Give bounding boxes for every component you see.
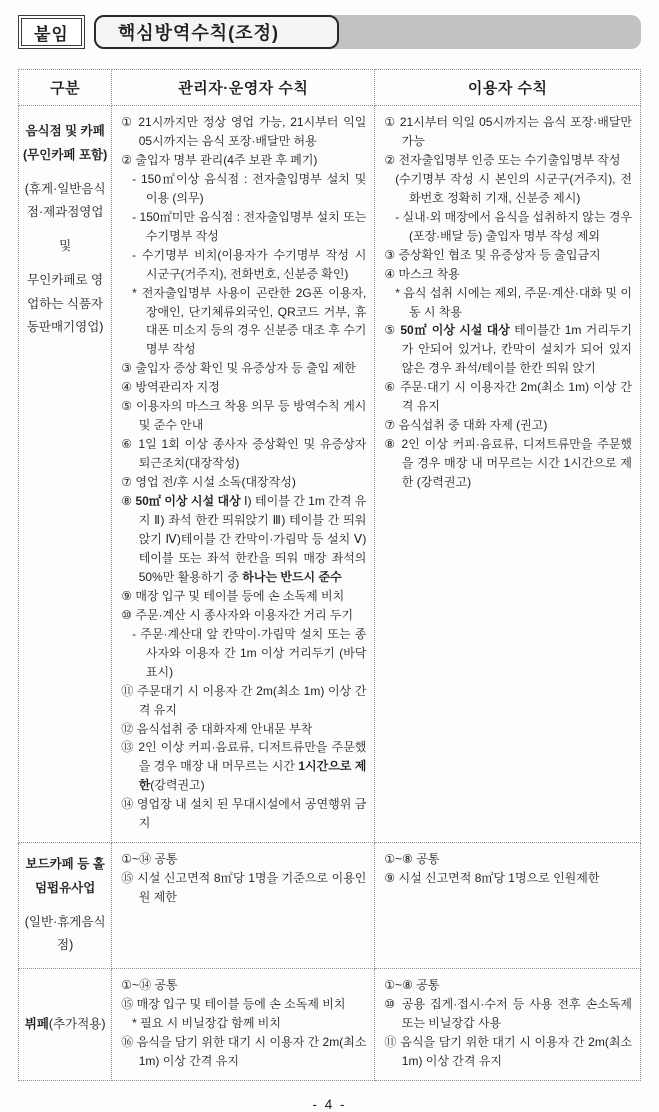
user-rules-cell: [375, 106, 641, 843]
category-label: 뷔페(추가적용): [24, 1016, 106, 1031]
category-label: 무인카페로 영업하는 식품자동판매기영업): [26, 272, 104, 335]
rule-item: ⑥ 1일 1회 이상 종사자 증상확인 및 유증상자 퇴근조치(대장작성): [121, 437, 367, 471]
rules-tbody: [19, 106, 641, 1081]
rule-item: ①~⑧ 공통: [384, 852, 440, 867]
rule-item: ⑩ 주문·계산 시 종사자와 이용자간 거리 두기: [121, 607, 354, 622]
rule-item: ④ 마스크 착용: [384, 266, 460, 281]
rule-item: - 150㎡이상 음식점 : 전자출입명부 설치 및 이용 (의무): [132, 171, 367, 205]
column-header-category: 구분: [19, 70, 112, 106]
rule-item: ⑩ 공용 집게·접시·수저 등 사용 전후 손소독제 또는 비닐장갑 사용: [384, 997, 632, 1031]
rule-item: ⑨ 시설 신고면적 8㎡당 1명으로 인원제한: [384, 871, 600, 886]
rule-item: ⑦ 음식섭취 중 대화 자제 (권고): [384, 418, 548, 433]
rule-item: ⑥ 주문·대기 시 이용자간 2m(최소 1m) 이상 간격 유지: [384, 380, 632, 414]
category-cell: [19, 843, 112, 969]
attachment-badge: 붙임: [18, 15, 85, 49]
rule-item: ③ 증상확인 협조 및 유증상자 등 출입금지: [384, 247, 601, 262]
rule-item: ⑤ 이용자의 마스크 착용 의무 등 방역수칙 게시 및 준수 안내: [121, 399, 367, 433]
column-header-user-rules: 이용자 수칙: [375, 70, 641, 106]
rule-item: ① 21시까지만 정상 영업 가능, 21시부터 익일 05시까지는 음식 포장·배달만 허용: [121, 115, 367, 148]
rule-item: ② 출입자 명부 관리(4주 보관 후 폐기): [121, 152, 318, 167]
manager-rules-cell: [112, 106, 375, 843]
manager-rules-cell: [112, 843, 375, 969]
rule-item: ⑮ 시설 신고면적 8㎡당 1명을 기준으로 이용인원 제한: [121, 871, 367, 905]
document-header: [18, 15, 641, 49]
category-label: 보드카페 등 홀덤펍유사업: [25, 857, 105, 895]
category-label: 및: [59, 239, 72, 253]
category-label: (일반·휴게음식점): [24, 914, 106, 953]
rule-item: ⑯ 음식을 담기 위한 대기 시 이용자 간 2m(최소1m) 이상 간격 유지: [121, 1035, 367, 1069]
manager-rules-cell: [112, 969, 375, 1081]
table-row: [19, 106, 641, 843]
rule-item: ① 21시부터 익일 05시까지는 음식 포장·배달만 가능: [384, 115, 632, 148]
rule-item: - 주문·계산대 앞 칸막이·가림막 설치 또는 종사자와 이용자 간 1m 이상 거리두기 (바닥표시): [132, 626, 367, 679]
rule-item: ⑤ 50㎡ 이상 시설 대상 테이블간 1m 거리두기가 안되어 있거나, 칸막이 설치가 되어 있지 않은 경우 좌석/테이블 한칸 띄워 앉기: [384, 323, 632, 376]
rule-item: ⑧ 50㎡ 이상 시설 대상 Ⅰ) 테이블 간 1m 간격 유지 Ⅱ) 좌석 한칸 띄워앉기 Ⅲ) 테이블 간 띄워앉기 Ⅳ)테이블 간 칸막이·가림막 등 설치 Ⅴ) 테이블 또는 좌석 한칸을 띄워 매장 좌석의 50%만 활용하기 중 하나는 반드시 준수: [121, 494, 367, 584]
table-header-row: [19, 70, 641, 106]
rule-item: * 전자출입명부 사용이 곤란한 2G폰 이용자, 장애인, 단기체류외국인, QR코드 거부, 휴대폰 미소지 등의 경우 신분증 대조 후 수기명부 작성: [132, 285, 367, 357]
category-cell: [19, 969, 112, 1081]
rule-item: ⑬ 2인 이상 커피·음료류, 디저트류만을 주문했을 경우 매장 내 머무르는 시간 1시간으로 제한(강력권고): [121, 740, 367, 793]
rule-item: ⑪ 주문대기 시 이용자 간 2m(최소 1m) 이상 간격 유지: [121, 683, 367, 717]
rule-item: * 필요 시 비닐장갑 함께 비치: [132, 1016, 281, 1031]
rule-item: ⑧ 2인 이상 커피·음료류, 디저트류만을 주문했을 경우 매장 내 머무르는 시간 1시간으로 제한 (강력권고): [384, 437, 632, 490]
rule-item: * 음식 섭취 시에는 제외, 주문·계산·대화 및 이동 시 착용: [395, 285, 632, 319]
rule-item: ①~⑭ 공통: [121, 978, 178, 993]
rule-item: - 수기명부 비치(이용자가 수기명부 작성 시 시군구(거주지), 전화번호, 신분증 확인): [132, 247, 367, 281]
page-title: 핵심방역수칙(조정): [94, 15, 339, 49]
rules-table: [18, 69, 641, 1081]
category-label: 음식점 및 카페(무인카페 포함): [23, 124, 108, 162]
table-row: [19, 969, 641, 1081]
rule-item: ①~⑭ 공통: [121, 852, 178, 867]
rule-item: ④ 방역관리자 지정: [121, 380, 220, 395]
category-cell: [19, 106, 112, 843]
category-label: (휴게·일반음식점·제과점영업: [24, 181, 106, 220]
user-rules-cell: [375, 969, 641, 1081]
table-row: [19, 843, 641, 969]
rule-item: ② 전자출입명부 인증 또는 수기출입명부 작성: [384, 152, 621, 167]
page-number: - 4 -: [312, 1096, 347, 1112]
rule-item: - 실내·외 매장에서 음식을 섭취하지 않는 경우(포장·배달 등) 출입자 명부 작성 제외: [395, 209, 632, 243]
rule-item: ⑭ 영업장 내 설치 된 무대시설에서 공연행위 금지: [121, 797, 367, 831]
user-rules-cell: [375, 843, 641, 969]
rule-item: ⑦ 영업 전/후 시설 소독(대장작성): [121, 475, 296, 490]
rule-item: - 150㎡미만 음식점 : 전자출입명부 설치 또는 수기명부 작성: [132, 209, 367, 243]
rule-item: ⑮ 매장 입구 및 테이블 등에 손 소독제 비치: [121, 997, 346, 1012]
rule-item: ①~⑧ 공통: [384, 978, 440, 993]
title-bar: [94, 15, 641, 49]
rule-item: ⑨ 매장 입구 및 테이블 등에 손 소독제 비치: [121, 588, 345, 603]
rule-item: (수기명부 작성 시 본인의 시군구(거주지), 전화번호 정확히 기재, 신분증 제시): [395, 171, 632, 205]
rule-item: ⑫ 음식섭취 중 대화자제 안내문 부착: [121, 721, 313, 736]
column-header-manager-rules: 관리자·운영자 수칙: [112, 70, 375, 106]
rule-item: ⑪ 음식을 담기 위한 대기 시 이용자 간 2m(최소 1m) 이상 간격 유지: [384, 1035, 632, 1069]
rule-item: ③ 출입자 증상 확인 및 유증상자 등 출입 제한: [121, 361, 356, 376]
